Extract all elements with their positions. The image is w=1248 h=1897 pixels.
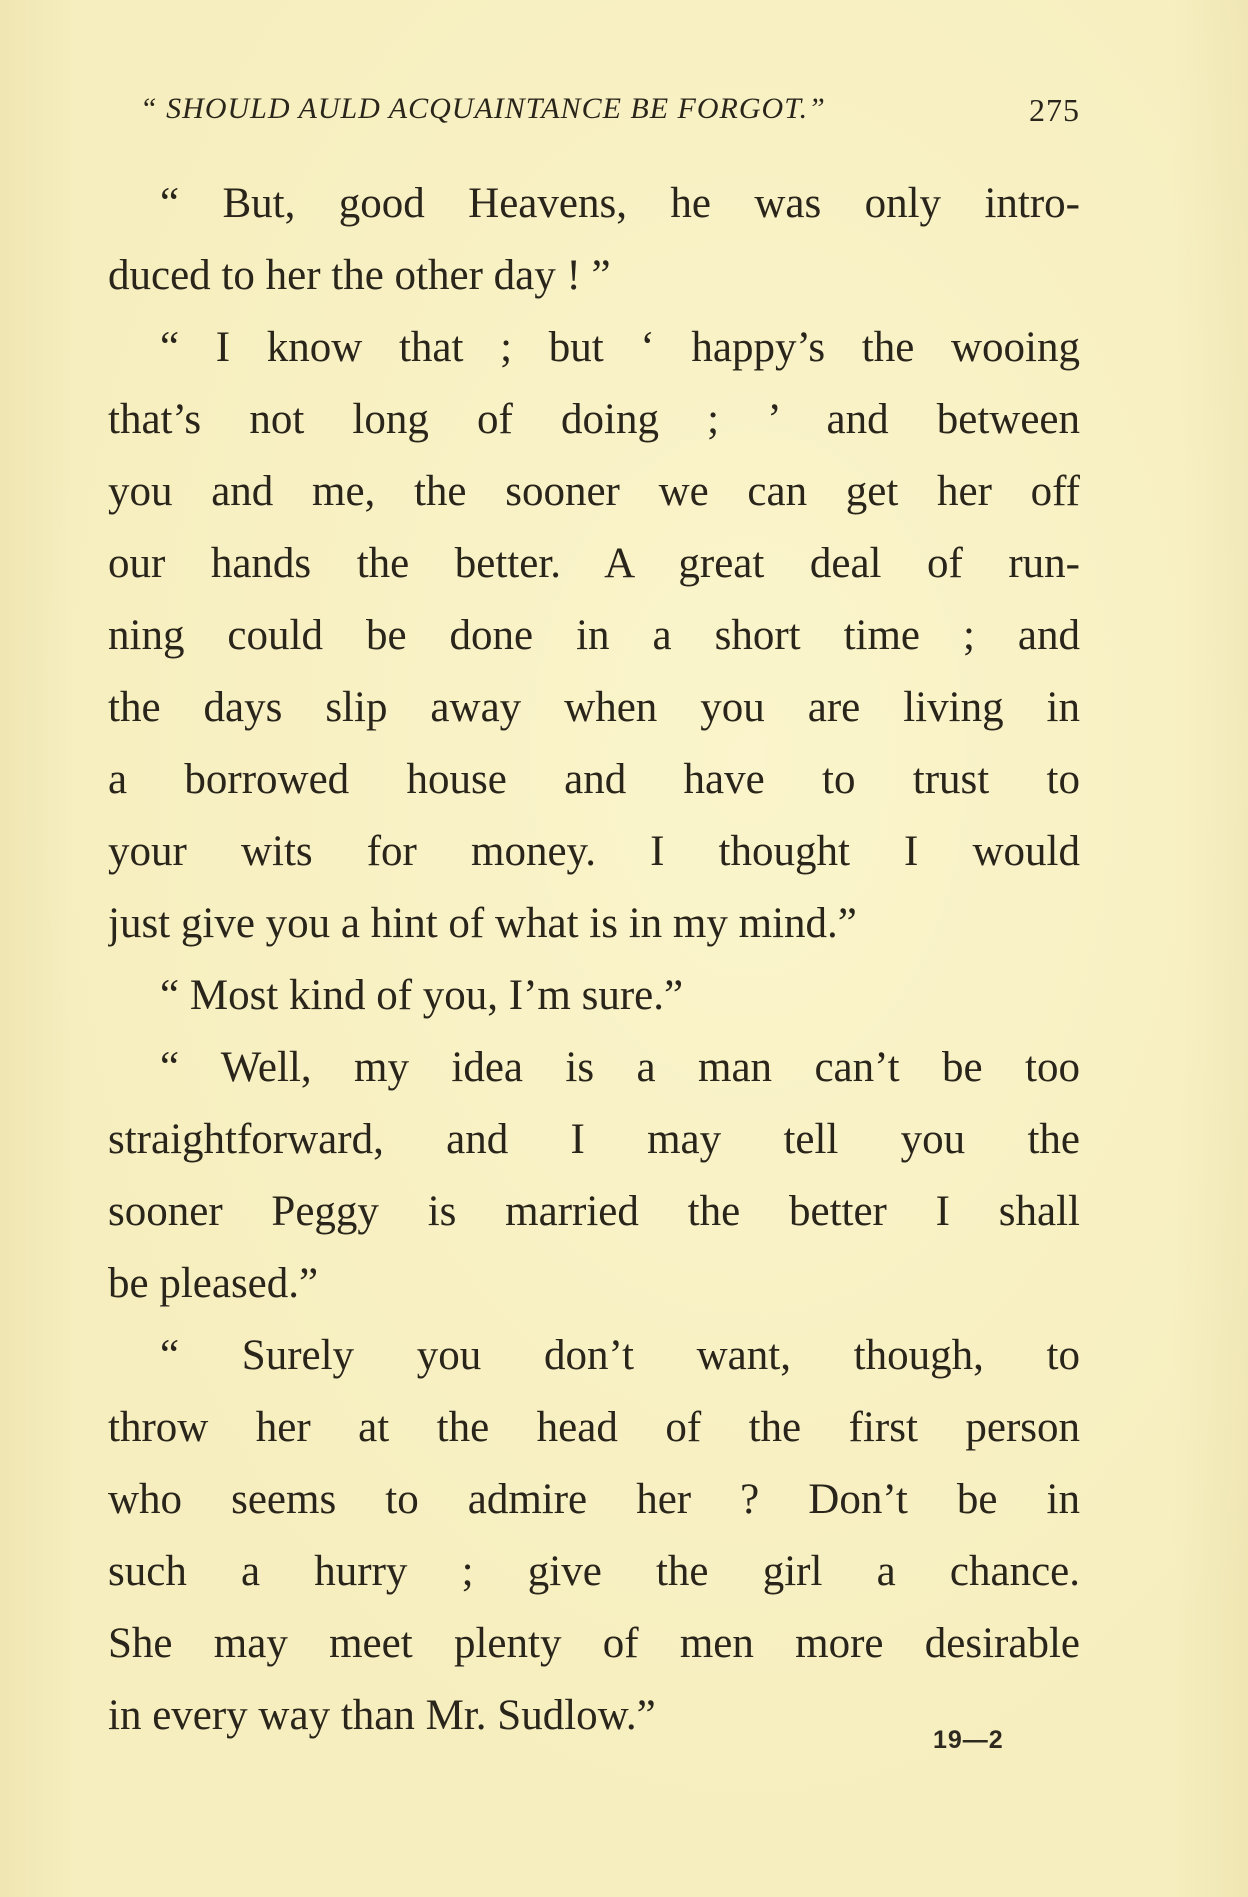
text-line: sooner Peggy is married the better I shall xyxy=(108,1188,1080,1235)
text-line: you and me, the sooner we can get her off xyxy=(108,468,1080,515)
text-line: in every way than Mr. Sudlow.” xyxy=(108,1692,656,1739)
printer-signature: 19—2 xyxy=(933,1726,1004,1754)
text-line: such a hurry ; give the girl a chance. xyxy=(108,1548,1080,1595)
text-line: straightforward, and I may tell you the xyxy=(108,1116,1080,1163)
text-line: She may meet plenty of men more desirable xyxy=(108,1620,1080,1667)
text-line: “ I know that ; but ‘ happy’s the wooing xyxy=(160,324,1080,371)
page-number: 275 xyxy=(1029,92,1080,128)
text-line: be pleased.” xyxy=(108,1260,319,1307)
text-line: “ Well, my idea is a man can’t be too xyxy=(160,1044,1080,1091)
running-head xyxy=(140,92,1080,132)
text-line: just give you a hint of what is in my mind.” xyxy=(108,900,857,947)
text-line: duced to her the other day ! ” xyxy=(108,252,611,299)
running-title: “ SHOULD AULD ACQUAINTANCE BE FORGOT.” xyxy=(140,92,826,125)
text-line: the days slip away when you are living in xyxy=(108,684,1080,731)
text-line: “ Surely you don’t want, though, to xyxy=(160,1332,1080,1379)
text-line: ning could be done in a short time ; and xyxy=(108,612,1080,659)
text-line: a borrowed house and have to trust to xyxy=(108,756,1080,803)
text-line: who seems to admire her ? Don’t be in xyxy=(108,1476,1080,1523)
text-line: “ Most kind of you, I’m sure.” xyxy=(160,972,684,1019)
text-line: that’s not long of doing ; ’ and between xyxy=(108,396,1080,443)
text-line: our hands the better. A great deal of run- xyxy=(108,540,1080,587)
body-text xyxy=(108,168,1080,1752)
text-line: your wits for money. I thought I would xyxy=(108,828,1080,875)
text-line: throw her at the head of the first person xyxy=(108,1404,1080,1451)
text-line: “ But, good Heavens, he was only intro- xyxy=(160,180,1080,227)
